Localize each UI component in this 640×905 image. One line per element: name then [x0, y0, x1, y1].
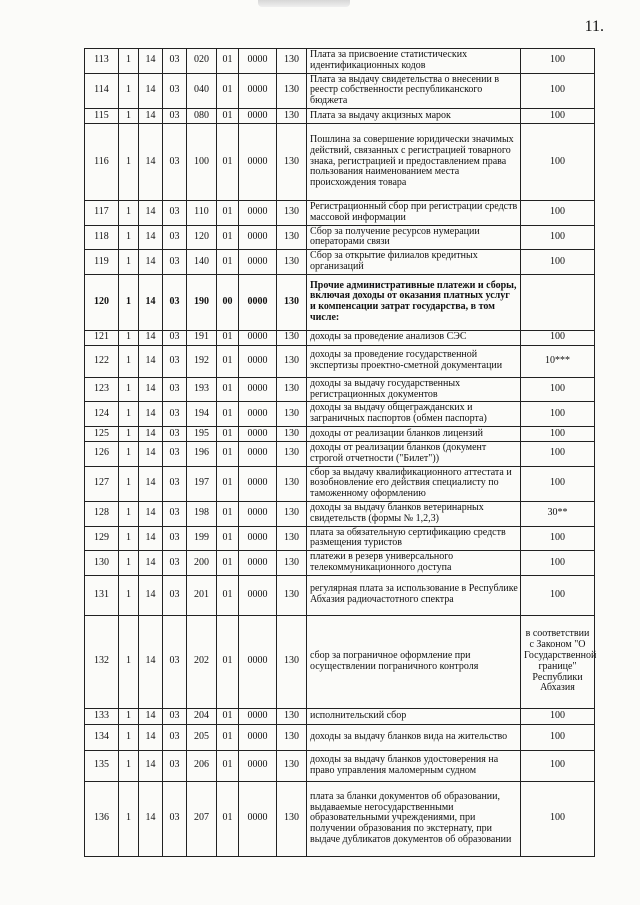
table-row [85, 466, 595, 501]
rate-cell: 100 [521, 402, 595, 427]
rate-cell: в соответствии с Законом "О Государственной границе" Республики Абхазия [521, 615, 595, 708]
row-number-cell: 116 [85, 123, 119, 200]
table-row [85, 200, 595, 225]
code-cell: 130 [277, 200, 307, 225]
rate-cell: 100 [521, 551, 595, 576]
description-cell: доходы за выдачу бланков удостоверения на право управления маломерным судном [307, 750, 521, 781]
rate-cell: 100 [521, 330, 595, 345]
code-cell: 14 [139, 750, 163, 781]
code-cell: 01 [217, 330, 239, 345]
rate-cell: 100 [521, 781, 595, 856]
code-cell: 1 [119, 708, 139, 724]
table-row [85, 526, 595, 551]
code-cell: 201 [187, 575, 217, 615]
code-cell: 130 [277, 551, 307, 576]
description-cell: доходы от реализации бланков лицензий [307, 426, 521, 441]
code-cell: 192 [187, 345, 217, 377]
rate-cell: 30** [521, 501, 595, 526]
code-cell: 1 [119, 123, 139, 200]
rate-cell: 100 [521, 575, 595, 615]
rate-cell: 100 [521, 225, 595, 250]
table-row [85, 750, 595, 781]
code-cell: 191 [187, 330, 217, 345]
table-row [85, 330, 595, 345]
description-cell: доходы за выдачу общегражданских и заграничных паспортов (обмен паспорта) [307, 402, 521, 427]
code-cell: 1 [119, 330, 139, 345]
code-cell: 0000 [239, 466, 277, 501]
code-cell: 03 [163, 123, 187, 200]
description-cell: Сбор за получение ресурсов нумерации операторами связи [307, 225, 521, 250]
code-cell: 130 [277, 526, 307, 551]
code-cell: 194 [187, 402, 217, 427]
code-cell: 1 [119, 441, 139, 466]
row-number-cell: 128 [85, 501, 119, 526]
code-cell: 03 [163, 551, 187, 576]
code-cell: 130 [277, 615, 307, 708]
description-cell: доходы за выдачу бланков вида на жительство [307, 724, 521, 750]
code-cell: 01 [217, 426, 239, 441]
code-cell: 03 [163, 200, 187, 225]
code-cell: 130 [277, 426, 307, 441]
code-cell: 14 [139, 225, 163, 250]
code-cell: 130 [277, 330, 307, 345]
table-row [85, 377, 595, 402]
code-cell: 01 [217, 441, 239, 466]
description-cell: регулярная плата за использование в Республике Абхазия радиочастотного спектра [307, 575, 521, 615]
code-cell: 130 [277, 708, 307, 724]
row-number-cell: 115 [85, 108, 119, 123]
code-cell: 1 [119, 724, 139, 750]
description-cell: Плата за присвоение статистических идентификационных кодов [307, 49, 521, 74]
description-cell: платежи в резерв универсального телекоммуникационного доступа [307, 551, 521, 576]
code-cell: 03 [163, 750, 187, 781]
code-cell: 14 [139, 123, 163, 200]
description-cell: доходы за выдачу бланков ветеринарных свидетельств (формы № 1,2,3) [307, 501, 521, 526]
code-cell: 14 [139, 377, 163, 402]
description-cell: Регистрационный сбор при регистрации средств массовой информации [307, 200, 521, 225]
code-cell: 0000 [239, 724, 277, 750]
rate-cell: 100 [521, 250, 595, 275]
code-cell: 130 [277, 250, 307, 275]
code-cell: 1 [119, 73, 139, 108]
code-cell: 130 [277, 49, 307, 74]
description-cell: плата за обязательную сертификацию средств размещения туристов [307, 526, 521, 551]
table-row [85, 708, 595, 724]
code-cell: 01 [217, 377, 239, 402]
code-cell: 1 [119, 615, 139, 708]
code-cell: 0000 [239, 250, 277, 275]
row-number-cell: 113 [85, 49, 119, 74]
code-cell: 14 [139, 108, 163, 123]
row-number-cell: 122 [85, 345, 119, 377]
code-cell: 01 [217, 724, 239, 750]
code-cell: 03 [163, 402, 187, 427]
code-cell: 0000 [239, 426, 277, 441]
code-cell: 01 [217, 49, 239, 74]
code-cell: 0000 [239, 274, 277, 330]
code-cell: 1 [119, 250, 139, 275]
rate-cell: 100 [521, 724, 595, 750]
code-cell: 0000 [239, 441, 277, 466]
code-cell: 130 [277, 441, 307, 466]
row-number-cell: 121 [85, 330, 119, 345]
code-cell: 207 [187, 781, 217, 856]
code-cell: 0000 [239, 526, 277, 551]
code-cell: 01 [217, 575, 239, 615]
code-cell: 193 [187, 377, 217, 402]
code-cell: 14 [139, 724, 163, 750]
row-number-cell: 125 [85, 426, 119, 441]
code-cell: 040 [187, 73, 217, 108]
table-row [85, 724, 595, 750]
code-cell: 14 [139, 466, 163, 501]
code-cell: 01 [217, 526, 239, 551]
code-cell: 03 [163, 781, 187, 856]
code-cell: 03 [163, 426, 187, 441]
row-number-cell: 114 [85, 73, 119, 108]
code-cell: 14 [139, 708, 163, 724]
code-cell: 130 [277, 466, 307, 501]
code-cell: 01 [217, 501, 239, 526]
row-number-cell: 127 [85, 466, 119, 501]
code-cell: 03 [163, 345, 187, 377]
code-cell: 01 [217, 466, 239, 501]
code-cell: 196 [187, 441, 217, 466]
code-cell: 14 [139, 402, 163, 427]
code-cell: 14 [139, 551, 163, 576]
description-cell: доходы за проведение анализов СЭС [307, 330, 521, 345]
code-cell: 03 [163, 49, 187, 74]
code-cell: 03 [163, 250, 187, 275]
code-cell: 195 [187, 426, 217, 441]
scan-edge-mark [258, 0, 350, 7]
code-cell: 03 [163, 466, 187, 501]
code-cell: 200 [187, 551, 217, 576]
code-cell: 14 [139, 441, 163, 466]
code-cell: 0000 [239, 708, 277, 724]
code-cell: 206 [187, 750, 217, 781]
code-cell: 100 [187, 123, 217, 200]
code-cell: 198 [187, 501, 217, 526]
code-cell: 03 [163, 108, 187, 123]
code-cell: 14 [139, 526, 163, 551]
code-cell: 14 [139, 274, 163, 330]
code-cell: 020 [187, 49, 217, 74]
rate-cell: 100 [521, 49, 595, 74]
row-number-cell: 134 [85, 724, 119, 750]
code-cell: 190 [187, 274, 217, 330]
code-cell: 1 [119, 551, 139, 576]
code-cell: 1 [119, 49, 139, 74]
code-cell: 1 [119, 274, 139, 330]
code-cell: 1 [119, 345, 139, 377]
code-cell: 01 [217, 123, 239, 200]
code-cell: 01 [217, 615, 239, 708]
code-cell: 130 [277, 108, 307, 123]
code-cell: 1 [119, 426, 139, 441]
code-cell: 1 [119, 750, 139, 781]
table-row [85, 402, 595, 427]
description-cell: доходы от реализации бланков (документ строгой отчетности ("Билет")) [307, 441, 521, 466]
code-cell: 205 [187, 724, 217, 750]
code-cell: 03 [163, 615, 187, 708]
row-number-cell: 126 [85, 441, 119, 466]
row-number-cell: 135 [85, 750, 119, 781]
code-cell: 0000 [239, 377, 277, 402]
code-cell: 01 [217, 781, 239, 856]
description-cell: исполнительский сбор [307, 708, 521, 724]
description-cell: Сбор за открытие филиалов кредитных организаций [307, 250, 521, 275]
code-cell: 01 [217, 402, 239, 427]
code-cell: 03 [163, 330, 187, 345]
code-cell: 0000 [239, 200, 277, 225]
page-number: 11. [584, 18, 604, 35]
rate-cell: 10*** [521, 345, 595, 377]
code-cell: 204 [187, 708, 217, 724]
code-cell: 0000 [239, 551, 277, 576]
table-row [85, 501, 595, 526]
code-cell: 130 [277, 575, 307, 615]
code-cell: 0000 [239, 225, 277, 250]
code-cell: 03 [163, 708, 187, 724]
description-cell: доходы за проведение государственной экспертизы проектно-сметной документации [307, 345, 521, 377]
description-cell: Пошлина за совершение юридически значимых действий, связанных с регистрацией товарного знака, регистрацией и предоставлением права пользования наименованием места происхождения товара [307, 123, 521, 200]
rate-cell: 100 [521, 200, 595, 225]
code-cell: 130 [277, 225, 307, 250]
rate-cell: 100 [521, 377, 595, 402]
rate-cell: 100 [521, 426, 595, 441]
code-cell: 14 [139, 575, 163, 615]
code-cell: 03 [163, 441, 187, 466]
code-cell: 1 [119, 108, 139, 123]
rate-cell: 100 [521, 108, 595, 123]
code-cell: 0000 [239, 108, 277, 123]
rate-cell [521, 274, 595, 330]
row-number-cell: 130 [85, 551, 119, 576]
code-cell: 00 [217, 274, 239, 330]
code-cell: 0000 [239, 345, 277, 377]
code-cell: 1 [119, 575, 139, 615]
code-cell: 1 [119, 501, 139, 526]
rate-cell: 100 [521, 441, 595, 466]
code-cell: 01 [217, 73, 239, 108]
code-cell: 1 [119, 466, 139, 501]
code-cell: 0000 [239, 615, 277, 708]
code-cell: 01 [217, 551, 239, 576]
code-cell: 1 [119, 526, 139, 551]
code-cell: 120 [187, 225, 217, 250]
code-cell: 1 [119, 377, 139, 402]
code-cell: 03 [163, 274, 187, 330]
code-cell: 14 [139, 250, 163, 275]
row-number-cell: 133 [85, 708, 119, 724]
table-row [85, 250, 595, 275]
code-cell: 1 [119, 225, 139, 250]
code-cell: 01 [217, 225, 239, 250]
row-number-cell: 123 [85, 377, 119, 402]
code-cell: 0000 [239, 575, 277, 615]
code-cell: 110 [187, 200, 217, 225]
table-row [85, 615, 595, 708]
code-cell: 03 [163, 225, 187, 250]
rate-cell: 100 [521, 708, 595, 724]
row-number-cell: 132 [85, 615, 119, 708]
row-number-cell: 119 [85, 250, 119, 275]
table-row [85, 575, 595, 615]
code-cell: 130 [277, 724, 307, 750]
code-cell: 14 [139, 501, 163, 526]
code-cell: 130 [277, 377, 307, 402]
code-cell: 01 [217, 250, 239, 275]
table-row [85, 345, 595, 377]
code-cell: 14 [139, 330, 163, 345]
code-cell: 0000 [239, 501, 277, 526]
table-row [85, 73, 595, 108]
code-cell: 0000 [239, 73, 277, 108]
code-cell: 130 [277, 274, 307, 330]
code-cell: 0000 [239, 402, 277, 427]
row-number-cell: 118 [85, 225, 119, 250]
code-cell: 03 [163, 501, 187, 526]
code-cell: 202 [187, 615, 217, 708]
description-cell: сбор за выдачу квалификационного аттестата и возобновление его действия специалисту по таможенному оформлению [307, 466, 521, 501]
code-cell: 0000 [239, 49, 277, 74]
row-number-cell: 120 [85, 274, 119, 330]
code-cell: 14 [139, 49, 163, 74]
code-cell: 14 [139, 615, 163, 708]
code-cell: 01 [217, 708, 239, 724]
code-cell: 01 [217, 108, 239, 123]
code-cell: 0000 [239, 123, 277, 200]
code-cell: 0000 [239, 781, 277, 856]
code-cell: 14 [139, 345, 163, 377]
code-cell: 1 [119, 781, 139, 856]
table-row [85, 551, 595, 576]
code-cell: 03 [163, 526, 187, 551]
code-cell: 140 [187, 250, 217, 275]
row-number-cell: 136 [85, 781, 119, 856]
table-row [85, 781, 595, 856]
description-cell: Плата за выдачу акцизных марок [307, 108, 521, 123]
table-row [85, 441, 595, 466]
code-cell: 130 [277, 402, 307, 427]
code-cell: 0000 [239, 330, 277, 345]
table-row [85, 108, 595, 123]
code-cell: 03 [163, 377, 187, 402]
code-cell: 130 [277, 73, 307, 108]
code-cell: 1 [119, 402, 139, 427]
code-cell: 130 [277, 750, 307, 781]
description-cell: плата за бланки документов об образовании, выдаваемые негосударственными образовательными учреждениями, при получении образования по экстернату, при выдаче дубликатов документов об образовании [307, 781, 521, 856]
description-cell: сбор за пограничное оформление при осуществлении пограничного контроля [307, 615, 521, 708]
table-row [85, 225, 595, 250]
code-cell: 1 [119, 200, 139, 225]
description-cell: Прочие административные платежи и сборы, включая доходы от оказания платных услуг и компенсации затрат государства, в том числе: [307, 274, 521, 330]
code-cell: 01 [217, 750, 239, 781]
table-row [85, 123, 595, 200]
code-cell: 03 [163, 575, 187, 615]
budget-codes-table [84, 48, 595, 857]
rate-cell: 100 [521, 73, 595, 108]
code-cell: 01 [217, 345, 239, 377]
rate-cell: 100 [521, 466, 595, 501]
code-cell: 14 [139, 73, 163, 108]
code-cell: 14 [139, 781, 163, 856]
code-cell: 14 [139, 200, 163, 225]
rate-cell: 100 [521, 750, 595, 781]
row-number-cell: 124 [85, 402, 119, 427]
code-cell: 130 [277, 501, 307, 526]
code-cell: 199 [187, 526, 217, 551]
description-cell: доходы за выдачу государственных регистрационных документов [307, 377, 521, 402]
code-cell: 14 [139, 426, 163, 441]
table-row [85, 274, 595, 330]
rate-cell: 100 [521, 123, 595, 200]
description-cell: Плата за выдачу свидетельства о внесении в реестр собственности республиканского бюджета [307, 73, 521, 108]
code-cell: 130 [277, 123, 307, 200]
table-row [85, 49, 595, 74]
code-cell: 130 [277, 345, 307, 377]
table-row [85, 426, 595, 441]
row-number-cell: 131 [85, 575, 119, 615]
code-cell: 0000 [239, 750, 277, 781]
code-cell: 03 [163, 724, 187, 750]
row-number-cell: 117 [85, 200, 119, 225]
code-cell: 01 [217, 200, 239, 225]
code-cell: 03 [163, 73, 187, 108]
rate-cell: 100 [521, 526, 595, 551]
row-number-cell: 129 [85, 526, 119, 551]
code-cell: 080 [187, 108, 217, 123]
code-cell: 130 [277, 781, 307, 856]
code-cell: 197 [187, 466, 217, 501]
